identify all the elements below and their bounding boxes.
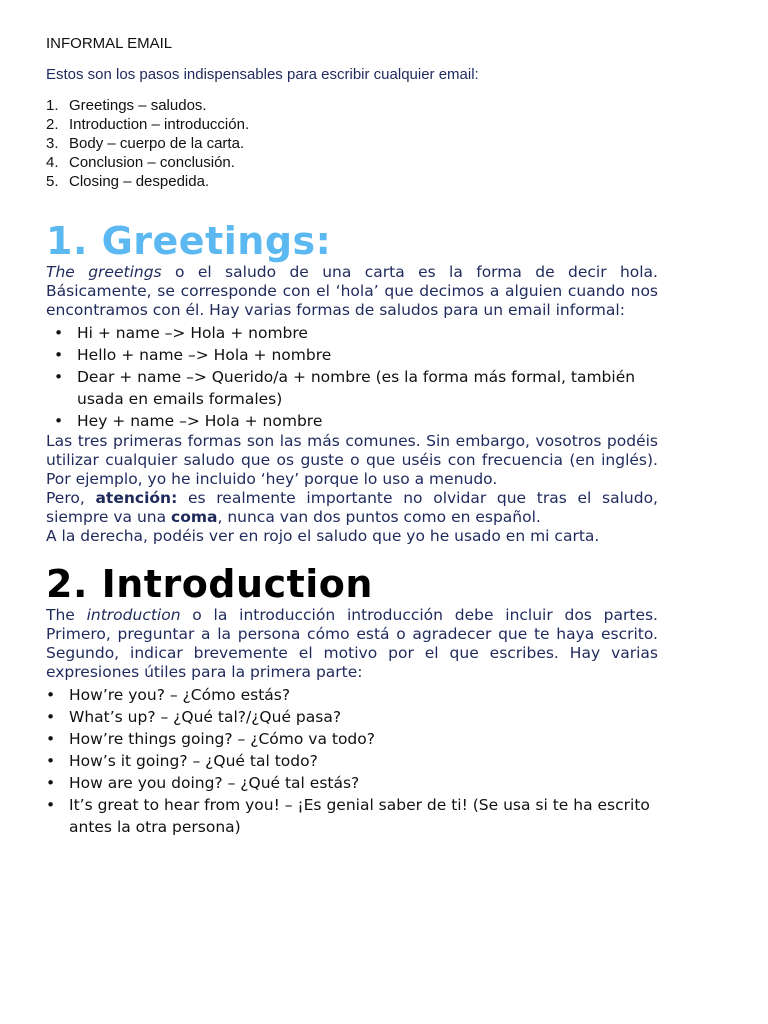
- list-text: It’s great to hear from you! – ¡Es genial saber de ti! (Se usa si te ha escrito antes la otra persona): [69, 796, 650, 836]
- italic-term: introduction: [86, 606, 181, 624]
- list-item: [46, 684, 658, 706]
- bullet-icon: •: [46, 774, 56, 792]
- list-text: Greetings – saludos.: [69, 97, 207, 114]
- list-text: Hey + name –> Hola + nombre: [77, 412, 323, 430]
- list-item: [46, 794, 658, 838]
- bullet-icon: •: [46, 752, 56, 770]
- greetings-paragraph-3: [46, 489, 658, 527]
- list-item: [46, 134, 658, 153]
- introduction-bullets: [46, 684, 658, 838]
- list-item: [46, 344, 658, 366]
- bullet-icon: •: [54, 324, 64, 342]
- document-title: INFORMAL EMAIL: [46, 35, 173, 52]
- list-text: Body – cuerpo de la carta.: [69, 135, 245, 152]
- list-number: 3.: [46, 135, 59, 152]
- list-item: [46, 728, 658, 750]
- list-number: 4.: [46, 154, 59, 171]
- bold-term: atención:: [95, 489, 178, 507]
- greetings-heading: 1. Greetings:: [46, 219, 332, 263]
- list-item: [46, 772, 658, 794]
- paragraph-text: o el saludo de una carta es la forma de decir hola. Básicamente, se corresponde con el ‘hola’ que decimos a alguien cuando nos encontramos con él. Hay varias formas de saludos para un email informal:: [46, 263, 658, 319]
- bullet-icon: •: [46, 708, 56, 726]
- list-item: [46, 366, 658, 410]
- introduction-heading: 2. Introduction: [46, 562, 373, 606]
- document-page: [46, 34, 658, 838]
- bullet-icon: •: [54, 412, 64, 430]
- list-text: Conclusion – conclusión.: [69, 154, 235, 171]
- list-item: [46, 96, 658, 115]
- list-text: Hello + name –> Hola + nombre: [77, 346, 332, 364]
- list-item: [46, 153, 658, 172]
- paragraph-text: es realmente importante no olvidar que tras el saludo, siempre va una: [46, 489, 658, 526]
- list-item: [46, 706, 658, 728]
- bullet-icon: •: [54, 368, 64, 386]
- paragraph-text: o la introducción introducción debe incluir dos partes. Primero, preguntar a la persona cómo está o agradecer que te haya escrito. Segundo, indicar brevemente el motivo por el que escribes. Hay varias expresiones útiles para la primera parte:: [46, 606, 658, 681]
- list-item: [46, 322, 658, 344]
- greetings-paragraph-4: A la derecha, podéis ver en rojo el saludo que yo he usado en mi carta.: [46, 527, 600, 545]
- list-number: 5.: [46, 173, 59, 190]
- introduction-paragraph-1: [46, 606, 658, 682]
- list-text: How are you doing? – ¿Qué tal estás?: [69, 774, 360, 792]
- greetings-paragraph-1: [46, 263, 658, 320]
- list-number: 2.: [46, 116, 59, 133]
- intro-line: Estos son los pasos indispensables para escribir cualquier email:: [46, 66, 479, 83]
- paragraph-text: , nunca van dos puntos como en español.: [217, 508, 541, 526]
- list-text: Dear + name –> Querido/a + nombre (es la forma más formal, también usada en emails formales): [77, 368, 636, 408]
- bullet-icon: •: [46, 796, 56, 814]
- greetings-bullets: [46, 322, 658, 432]
- list-number: 1.: [46, 97, 59, 114]
- list-item: [46, 750, 658, 772]
- paragraph-text: The: [46, 606, 87, 624]
- list-text: Closing – despedida.: [69, 173, 210, 190]
- list-text: How’re things going? – ¿Cómo va todo?: [69, 730, 375, 748]
- list-text: How’re you? – ¿Cómo estás?: [69, 686, 291, 704]
- list-item: [46, 115, 658, 134]
- bullet-icon: •: [46, 686, 56, 704]
- paragraph-text: Pero,: [46, 489, 96, 507]
- italic-term: The greetings: [46, 263, 162, 281]
- greetings-paragraph-2: Las tres primeras formas son las más comunes. Sin embargo, vosotros podéis utilizar cualquier saludo que os guste o que uséis con frecuencia (en inglés). Por ejemplo, yo he incluido ‘hey’ porque lo uso a menudo.: [46, 432, 658, 488]
- list-item: [46, 172, 658, 191]
- list-text: Introduction – introducción.: [69, 116, 250, 133]
- steps-list: [46, 96, 658, 191]
- bold-term: coma: [171, 508, 218, 526]
- bullet-icon: •: [46, 730, 56, 748]
- list-text: How’s it going? – ¿Qué tal todo?: [69, 752, 318, 770]
- list-text: What’s up? – ¿Qué tal?/¿Qué pasa?: [69, 708, 342, 726]
- bullet-icon: •: [54, 346, 64, 364]
- list-text: Hi + name –> Hola + nombre: [77, 324, 308, 342]
- list-item: [46, 410, 658, 432]
